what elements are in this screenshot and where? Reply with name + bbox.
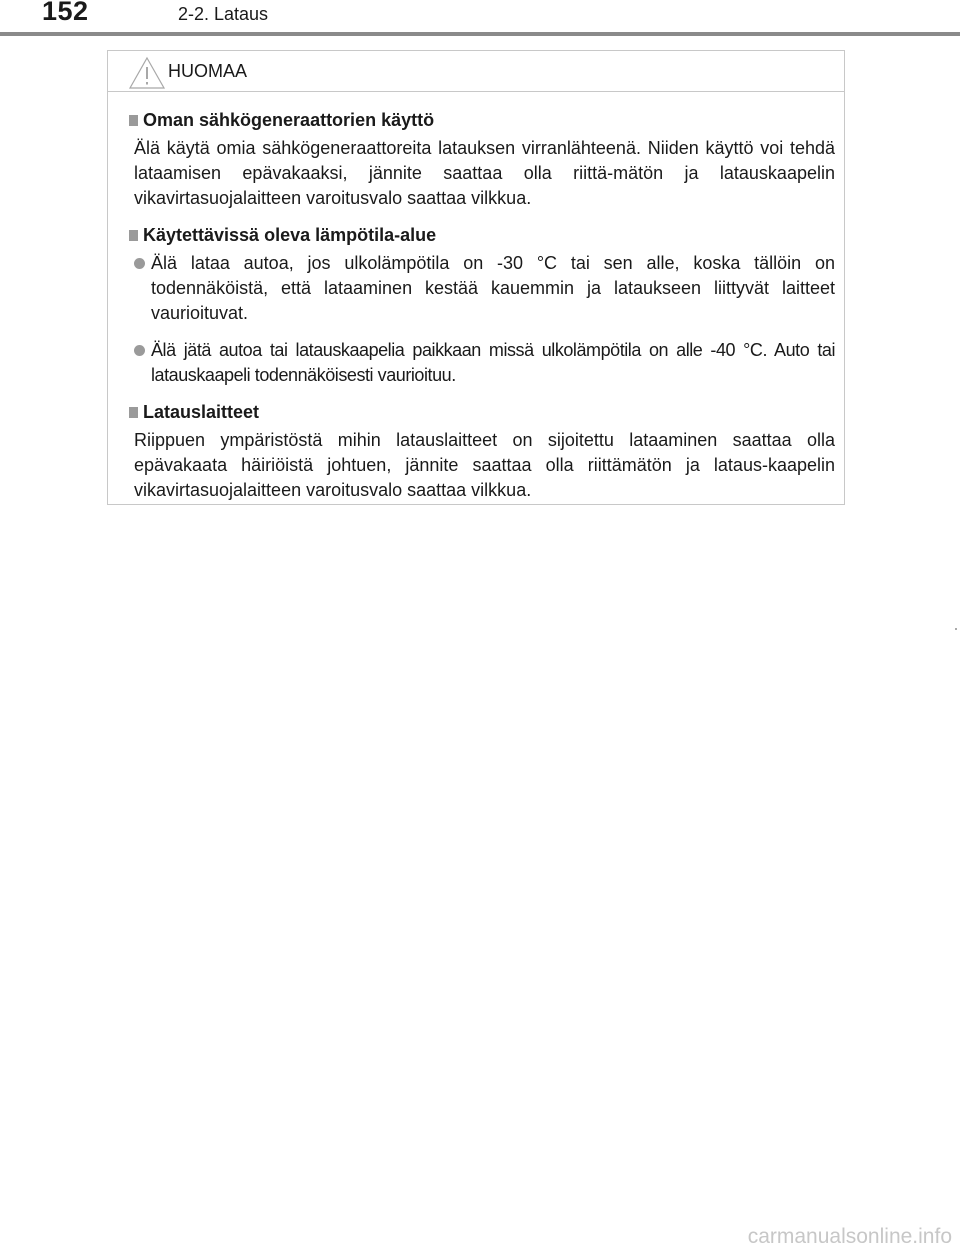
circle-bullet-icon [134, 258, 145, 269]
item-heading [108, 223, 844, 247]
notice-item-generators [108, 108, 844, 211]
item-heading-text: Oman sähkögeneraattorien käyttö [143, 109, 435, 130]
notice-item-temperature [108, 223, 844, 388]
header-divider [0, 32, 960, 36]
item-heading-text: Käytettävissä oleva lämpötila-alue [143, 224, 437, 245]
item-paragraph: Riippuen ympäristöstä mihin latauslaitteet on sijoitettu lataaminen saattaa olla epävakaata häiriöistä johtuen, jännite saattaa olla riittämätön ja lataus-kaapelin vikavirtasuojalaitteen varoitusvalo saattaa vilkkua. [134, 430, 835, 500]
notice-body [108, 92, 844, 503]
square-bullet-icon [129, 407, 138, 418]
list-item [134, 251, 835, 326]
list-item-text: Älä lataa autoa, jos ulkolämpötila on -30 °C tai sen alle, koska tällöin on todennäköistä, että lataaminen kestää kauemmin ja lataukseen liittyvät laitteet vaurioituvat. [151, 253, 835, 323]
item-heading [108, 400, 844, 424]
section-title: 2-2. Lataus [178, 4, 269, 24]
notice-box [107, 50, 845, 505]
notice-header [108, 51, 844, 92]
page-number: 152 [42, 0, 89, 26]
square-bullet-icon [129, 230, 138, 241]
item-paragraph: Älä käytä omia sähkögeneraattoreita latauksen virranlähteenä. Niiden käyttö voi tehdä lataamisen epävakaaksi, jännite saattaa olla riittä-mätön ja latauskaapelin vikavirtasuojalaitteen varoitusvalo saattaa vilkkua. [134, 138, 835, 208]
list-item [134, 338, 835, 388]
item-heading [108, 108, 844, 132]
circle-bullet-icon [134, 345, 145, 356]
item-heading-text: Latauslaitteet [143, 401, 260, 422]
scan-mark [955, 628, 957, 630]
warning-triangle-icon [128, 56, 166, 90]
notice-title: HUOMAA [168, 61, 248, 81]
list-item-text: Älä jätä autoa tai latauskaapelia paikkaan missä ulkolämpötila on alle -40 °C. Auto tai latauskaapeli todennäköisesti vaurioituu. [151, 340, 835, 385]
watermark: carmanualsonline.info [747, 1225, 952, 1248]
square-bullet-icon [129, 115, 138, 126]
notice-item-chargers [108, 400, 844, 503]
